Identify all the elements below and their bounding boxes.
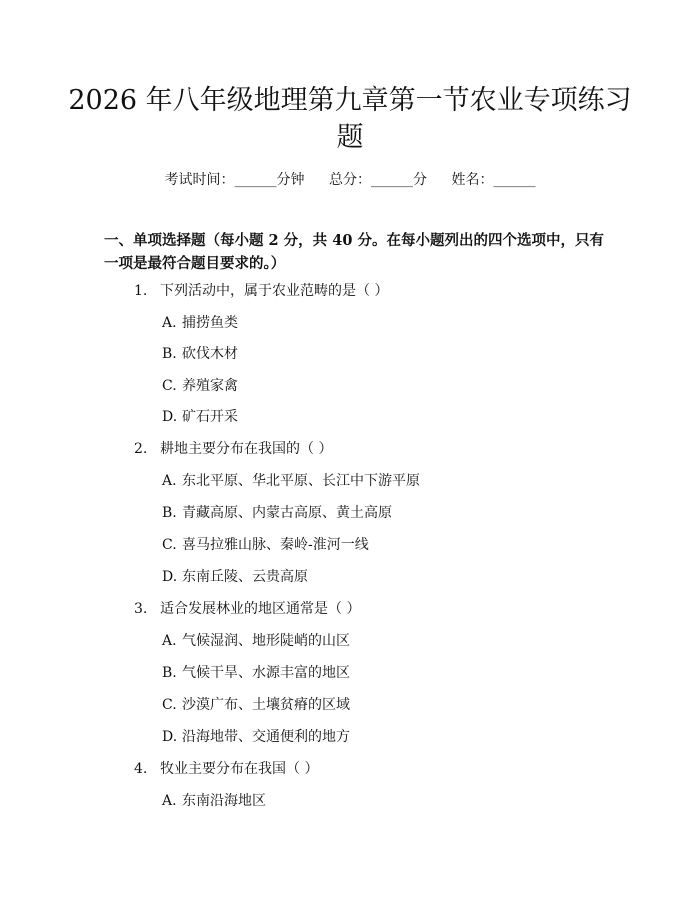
option-text: 东南沿海地区	[182, 793, 266, 809]
question-1	[134, 281, 388, 301]
question-2-option-d	[162, 567, 308, 587]
option-label: A.	[162, 315, 177, 331]
question-1-option-a	[162, 313, 238, 333]
total-score-field: 总分：______分	[329, 172, 427, 188]
option-label: A.	[162, 793, 177, 809]
question-2-option-c	[162, 535, 369, 555]
option-label: A.	[162, 633, 177, 649]
option-text: 矿石开采	[182, 409, 238, 425]
option-text: 气候湿润、地形陡峭的山区	[182, 633, 350, 649]
question-2-option-a	[162, 471, 420, 491]
option-text: 青藏高原、内蒙古高原、黄土高原	[182, 505, 392, 521]
option-text: 砍伐木材	[182, 346, 238, 362]
option-label: A.	[162, 473, 177, 489]
question-text: 牧业主要分布在我国（ ）	[160, 761, 319, 777]
question-3-option-a	[162, 631, 350, 651]
option-text: 东南丘陵、云贵高原	[182, 569, 308, 585]
question-2-option-b	[162, 503, 392, 523]
option-text: 捕捞鱼类	[182, 315, 238, 331]
option-label: D.	[162, 729, 178, 745]
question-3-option-b	[162, 663, 350, 683]
exam-time-field: 考试时间：______分钟	[164, 172, 305, 188]
question-4-option-a	[162, 791, 266, 811]
option-label: D.	[162, 409, 178, 425]
option-text: 东北平原、华北平原、长江中下游平原	[182, 473, 420, 489]
question-text: 耕地主要分布在我国的（ ）	[160, 441, 333, 457]
question-3-option-c	[162, 695, 350, 715]
question-1-option-c	[162, 376, 238, 396]
question-1-option-d	[162, 407, 238, 427]
question-3-option-d	[162, 727, 350, 747]
option-label: B.	[162, 346, 177, 362]
option-label: B.	[162, 665, 177, 681]
option-label: C.	[162, 697, 177, 713]
option-text: 气候干旱、水源丰富的地区	[182, 665, 350, 681]
option-text: 养殖家禽	[182, 378, 238, 394]
question-3	[134, 599, 360, 619]
option-label: C.	[162, 378, 177, 394]
question-number: 1.	[134, 283, 148, 299]
question-1-option-b	[162, 344, 238, 364]
option-text: 沿海地带、交通便利的地方	[182, 729, 350, 745]
question-number: 4.	[134, 761, 148, 777]
option-text: 喜马拉雅山脉、秦岭-淮河一线	[182, 537, 369, 553]
question-4	[134, 759, 318, 779]
page-title: 2026 年八年级地理第九章第一节农业专项练习题	[68, 85, 632, 153]
option-label: D.	[162, 569, 178, 585]
option-label: C.	[162, 537, 177, 553]
question-text: 适合发展林业的地区通常是（ ）	[160, 601, 361, 617]
exam-info-line	[0, 169, 700, 189]
question-number: 3.	[134, 601, 148, 617]
question-number: 2.	[134, 441, 148, 457]
question-2	[134, 439, 332, 459]
question-text: 下列活动中，属于农业范畴的是（ ）	[160, 283, 389, 299]
section-heading: 一、单项选择题（每小题 2 分，共 40 分。在每小题列出的四个选项中，只有一项是最符合题目要求的。）	[104, 232, 604, 272]
option-text: 沙漠广布、土壤贫瘠的区域	[182, 697, 350, 713]
option-label: B.	[162, 505, 177, 521]
student-name-field: 姓名：______	[451, 172, 536, 188]
